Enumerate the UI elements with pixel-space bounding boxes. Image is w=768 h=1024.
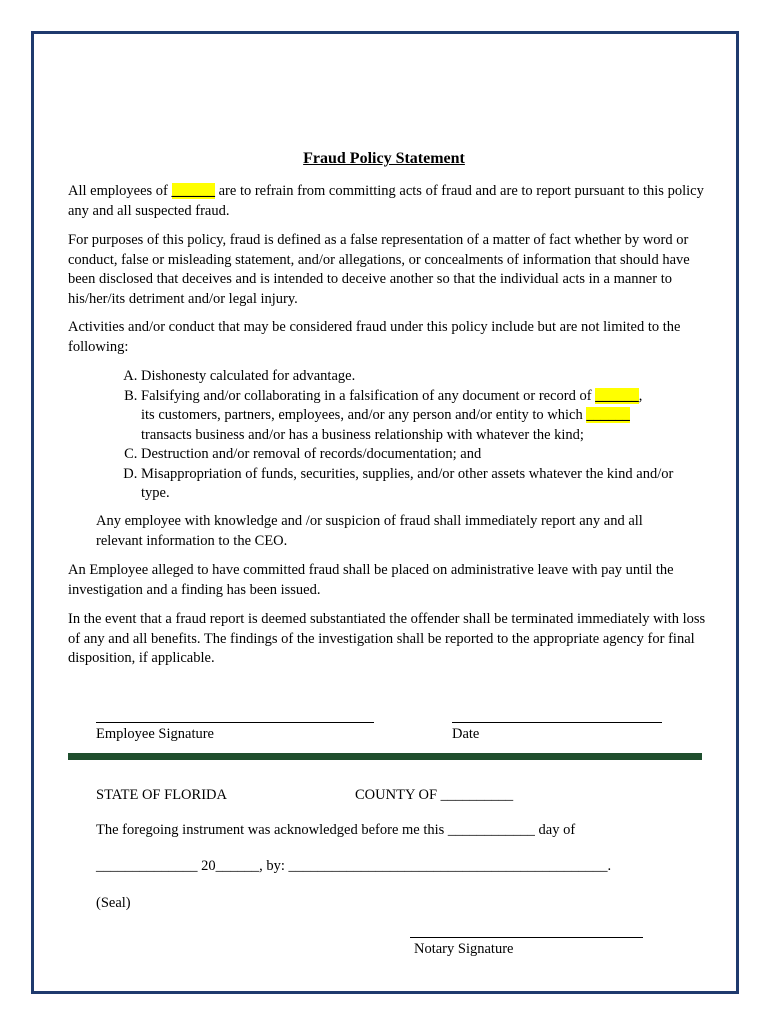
county-label: COUNTY OF __________: [355, 787, 514, 803]
list-item: [141, 445, 741, 465]
termination-paragraph: In the event that a fraud report is deemed substantiated the offender shall be terminated immediately with loss of any and all benefits. The findings of the investigation shall be reported to the appropriate agency for final disposition, if applicable.: [68, 611, 706, 666]
seal-label: (Seal): [96, 895, 131, 911]
intro-paragraph: [68, 182, 708, 221]
list-item-text: its customers, partners, employees, and/or any person and/or entity to which: [141, 407, 587, 423]
leave-paragraph: An Employee alleged to have committed fraud shall be placed on administrative leave with pay until the investigation and a finding has been issued.: [68, 562, 674, 598]
section-divider: [68, 753, 702, 760]
definition-paragraph: For purposes of this policy, fraud is defined as a false representation of a matter of fact whether by word or conduct, false or misleading statement, and/or allegations, or concealments of information that should have been disclosed that deceives and is intended to deceive another so that the individual acts in a manner to his/her/its detriment and/or legal injury.: [68, 232, 690, 307]
employee-signature-line: [96, 722, 374, 723]
list-item: [141, 465, 741, 504]
acknowledgment-date-line: ______________ 20______, by: ____________________________________________.: [96, 858, 612, 874]
date-label: Date: [452, 726, 480, 742]
list-item-text: Dishonesty calculated for advantage.: [141, 368, 356, 384]
list-item: [141, 387, 741, 446]
list-item: [141, 367, 741, 387]
notary-signature-label: Notary Signature: [414, 941, 514, 957]
state-label: STATE OF FLORIDA: [96, 787, 227, 803]
intro-text-start: All employees of: [68, 183, 172, 199]
acknowledgment-text: The foregoing instrument was acknowledged before me this ____________ day of: [96, 822, 576, 838]
activities-paragraph: Activities and/or conduct that may be considered fraud under this policy include but are not limited to the following:: [68, 319, 681, 355]
list-item-text: transacts business and/or has a business relationship with whatever the kind;: [141, 426, 584, 443]
notary-signature-line: [410, 937, 643, 938]
company-blank: ______: [171, 183, 215, 199]
document-title: Fraud Policy Statement: [303, 150, 465, 167]
company-blank: ______: [595, 387, 639, 404]
date-line: [452, 722, 662, 723]
list-item-text: Falsifying and/or collaborating in a falsification of any document or record of: [141, 387, 596, 404]
company-blank: ______: [586, 407, 630, 423]
reporting-paragraph: Any employee with knowledge and /or suspicion of fraud shall immediately report any and all relevant information to the CEO.: [96, 513, 643, 549]
employee-signature-label: Employee Signature: [96, 726, 214, 742]
fraud-activities-list: [96, 367, 741, 504]
list-item-text: ,: [638, 387, 643, 404]
list-item-text: Misappropriation of funds, securities, supplies, and/or other assets whatever the kind and/or type.: [141, 465, 674, 501]
intro-text-end: are to refrain from committing acts of fraud and are to report pursuant to this policy any and all suspected fraud.: [68, 183, 704, 219]
list-item-text: Destruction and/or removal of records/documentation; and: [141, 446, 482, 462]
